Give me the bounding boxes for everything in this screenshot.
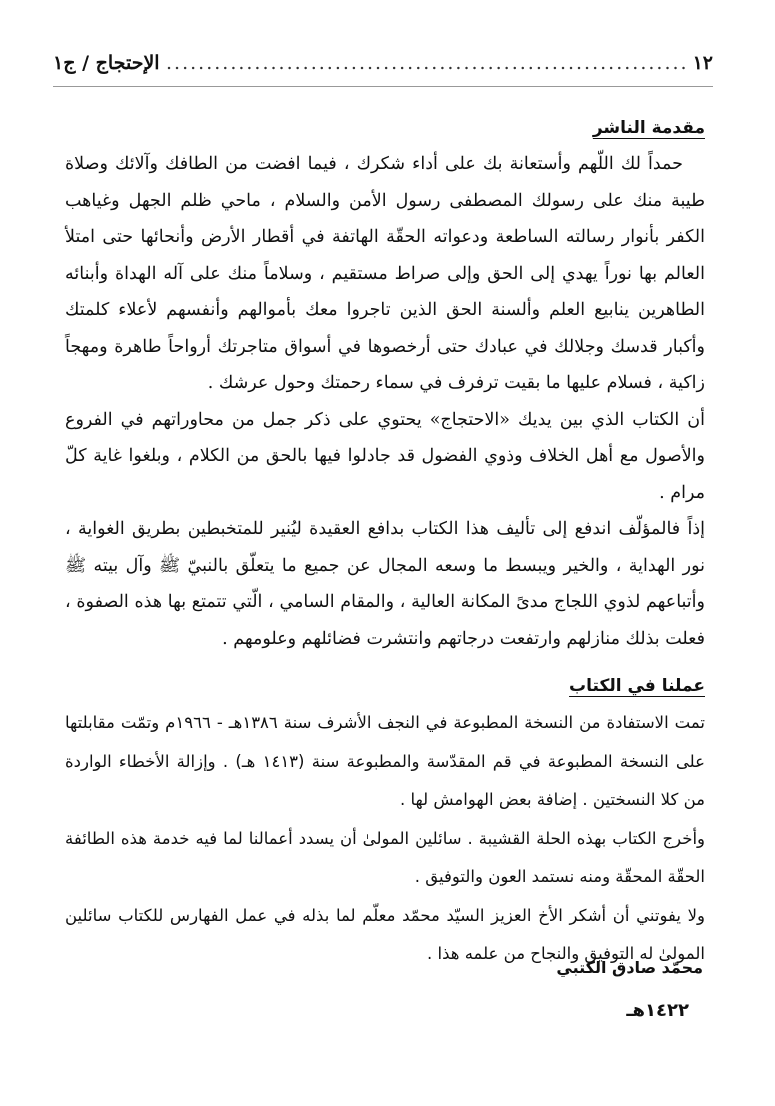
paragraph: إذاً فالمؤلّف اندفع إلى تأليف هذا الكتاب بدافع العقيدة ليُنير للمتخبطين بطريق الغواية ، نور الهداية ، والخير ويبسط ما وسعه المجال عن جميع ما يتعلّق بالنبيّ ﷺ وآل بيته ﷺ وأتباعهم لذوي اللجاج مدىً المكانة العالية ، والمقام السامي ، الّتي تتمتع بها هذه الصفوة ، فعلت بذلك منازلهم وارتفعت درجاتهم وانتشرت فضائلهم وعلومهم . — [65, 519, 705, 649]
paragraph: وأخرج الكتاب بهذه الحلة القشيبة . سائلين المولىٰ أن يسدد أعمالنا لما فيه خدمة هذه الطائفة الحقّة المحقّة ومنه نستمد العون والتوفيق . — [65, 828, 705, 886]
page-number: ١٢ — [692, 52, 713, 74]
paragraph: أن الكتاب الذي بين يديك «الاحتجاج» يحتوي على ذكر جمل من محاوراتهم في الفروع والأصول مع أهل الخلاف وذوي الفضول قد جادلوا فيها بالحق من الكلام ، وبلغوا غاية كلّ مرام . — [65, 409, 705, 503]
header-divider — [53, 86, 713, 87]
paragraph: حمداً لك اللّهم وأستعانة بك على أداء شكرك ، فيما افضت من الطافك وآلائك وصلاة طيبة منك على رسولك المصطفى رسول الأمن والسلام ، ماحي ظلم الجهل وغياهب الكفر بأنوار رسالته الساطعة ودعواته الحقّة الهاتفة في أقطار الأرض وأنحائها حتى امتلأ العالم بها نوراً يهدي إلى الحق وإلى صراط مستقيم ، وسلاماً منك على آله الهداة وأبنائه الطاهرين ينابيع العلم وألسنة الحق الذين تاجروا معك بأموالهم وأنفسهم لأعلاء كلمتك وأكبار قدسك وجلالك في عبادك حتى أرخصوها في أسواق متاجرتك أرواحاً طاهرة ومهجاً زاكية ، فسلام عليها ما بقيت ترفرف في سماء رحمتك وحول عرشك . — [65, 154, 705, 393]
section-heading-publisher-intro: مقدمة الناشر — [592, 118, 705, 138]
publisher-intro-section — [65, 118, 705, 657]
running-title: الإحتجاج / ج١ — [53, 52, 160, 74]
section-heading-our-work: عملنا في الكتاب — [569, 676, 705, 696]
leader-dots — [164, 52, 689, 74]
paragraph: تمت الاستفادة من النسخة المطبوعة في النجف الأشرف سنة ١٣٨٦هـ - ١٩٦٦م وتمّت مقابلتها على النسخة المطبوعة في قم المقدّسة والمطبوعة سنة (١٤١٣ هـ) . وإزالة الأخطاء الواردة من كلا النسختين . إضافة بعض الهوامش لها . — [65, 713, 705, 809]
signature-name: محمّد صادق الكتبي — [556, 958, 703, 977]
paragraph: ولا يفوتني أن أشكر الأخ العزيز السيّد محمّد معلّم لما بذله في عمل الفهارس للكتاب سائلين المولىٰ له التوفيق والنجاح من علمه هذا . — [65, 905, 705, 963]
our-work-section — [65, 676, 705, 974]
running-header — [53, 52, 713, 82]
signature-date: ١٤٢٢هـ — [626, 1000, 689, 1021]
